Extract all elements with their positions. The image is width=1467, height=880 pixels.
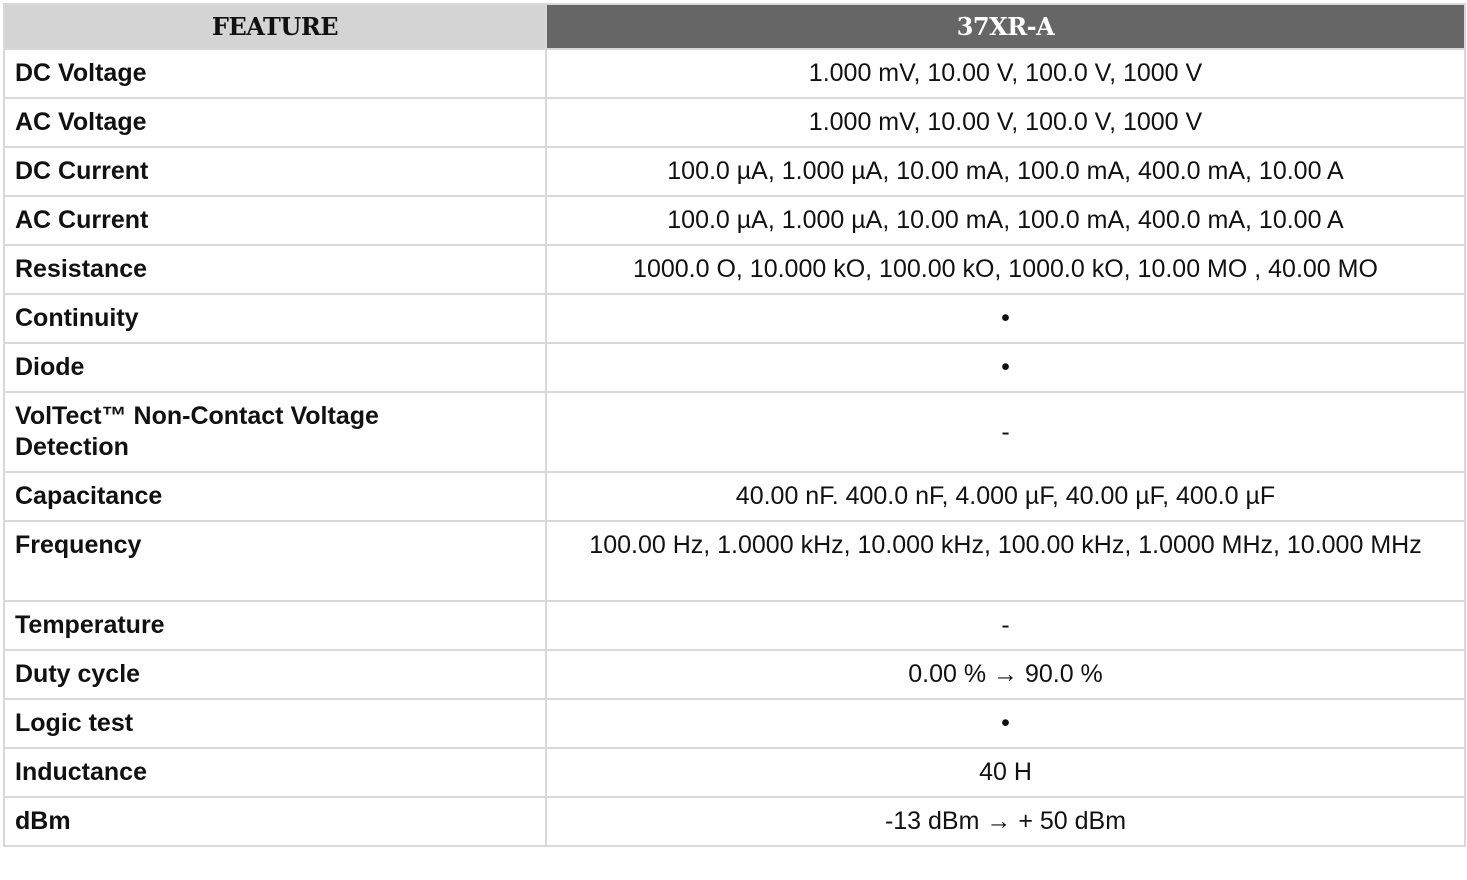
value-cell: - [546, 392, 1465, 472]
table-row [4, 392, 1465, 472]
feature-cell: Temperature [4, 601, 546, 650]
feature-cell: AC Voltage [4, 98, 546, 147]
value-cell: - [546, 601, 1465, 650]
table-row [4, 147, 1465, 196]
table-row [4, 196, 1465, 245]
value-cell: 100.0 µA, 1.000 µA, 10.00 mA, 100.0 mA, 400.0 mA, 10.00 A [546, 147, 1465, 196]
feature-cell: VolTect™ Non-Contact Voltage Detection [4, 392, 546, 472]
table-row [4, 98, 1465, 147]
value-cell: 1.000 mV, 10.00 V, 100.0 V, 1000 V [546, 98, 1465, 147]
feature-cell: dBm [4, 797, 546, 846]
feature-cell: Frequency [4, 521, 546, 601]
value-cell: 100.0 µA, 1.000 µA, 10.00 mA, 100.0 mA, 400.0 mA, 10.00 A [546, 196, 1465, 245]
table-row [4, 699, 1465, 748]
value-cell: 100.00 Hz, 1.0000 kHz, 10.000 kHz, 100.00 kHz, 1.0000 MHz, 10.000 MHz [546, 521, 1465, 601]
feature-cell: Inductance [4, 748, 546, 797]
model-column-header: 37XR-A [546, 4, 1465, 49]
feature-column-header: FEATURE [4, 4, 546, 49]
value-cell: 1000.0 O, 10.000 kO, 100.00 kO, 1000.0 kO, 10.00 MO , 40.00 MO [546, 245, 1465, 294]
value-cell: 1.000 mV, 10.00 V, 100.0 V, 1000 V [546, 49, 1465, 98]
table-row [4, 343, 1465, 392]
value-cell: • [546, 699, 1465, 748]
feature-cell: AC Current [4, 196, 546, 245]
table-row [4, 650, 1465, 699]
value-cell: 40 H [546, 748, 1465, 797]
value-cell: 40.00 nF. 400.0 nF, 4.000 µF, 40.00 µF, 400.0 µF [546, 472, 1465, 521]
table-row [4, 472, 1465, 521]
table-row [4, 521, 1465, 601]
feature-cell: Duty cycle [4, 650, 546, 699]
table-row [4, 748, 1465, 797]
table-row [4, 245, 1465, 294]
header-row [4, 4, 1465, 49]
table-row [4, 601, 1465, 650]
feature-cell: Diode [4, 343, 546, 392]
feature-cell: Resistance [4, 245, 546, 294]
feature-cell: DC Current [4, 147, 546, 196]
feature-cell: Capacitance [4, 472, 546, 521]
value-cell: • [546, 343, 1465, 392]
feature-cell: DC Voltage [4, 49, 546, 98]
spec-table [3, 3, 1466, 847]
value-cell: 0.00 % → 90.0 % [546, 650, 1465, 699]
table-row [4, 797, 1465, 846]
feature-cell: Logic test [4, 699, 546, 748]
value-cell: -13 dBm → + 50 dBm [546, 797, 1465, 846]
table-row [4, 294, 1465, 343]
feature-cell: Continuity [4, 294, 546, 343]
value-cell: • [546, 294, 1465, 343]
table-row [4, 49, 1465, 98]
